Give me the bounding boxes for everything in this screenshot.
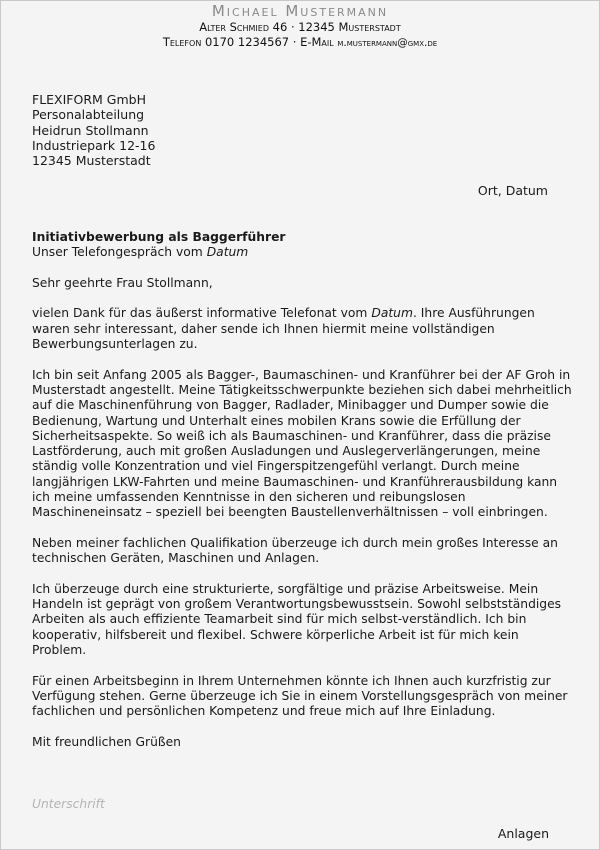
subject-title: Initiativbewerbung als Baggerführer [32, 230, 286, 244]
subject-reference-date: Datum [206, 245, 249, 260]
paragraph-interest: Neben meiner fachlichen Qualifikation überzeuge ich durch mein großes Interesse an technischen Geräten, Maschinen und Anlagen. [32, 535, 558, 566]
closing: Mit freundlichen Grüßen [32, 734, 181, 749]
paragraph-intro-date: Datum [371, 306, 413, 321]
signature-placeholder: Unterschrift [32, 797, 105, 811]
recipient-street: Industriepark 12-16 [32, 137, 156, 153]
place-date: Ort, Datum [477, 183, 548, 198]
contact-separator: · [292, 35, 297, 49]
sender-header [1, 3, 599, 51]
paragraph-intro [32, 306, 572, 352]
paragraph-intro-text-2: . Ihre Ausführungen waren sehr interessant, daher sende ich Ihnen hiermit meine vollständigen Bewerbungsunterlagen zu. [32, 306, 535, 352]
sender-name: Michael Mustermann [211, 2, 389, 20]
recipient-address [32, 92, 155, 168]
salutation: Sehr geehrte Frau Stollmann, [32, 275, 213, 290]
paragraph-availability: Für einen Arbeitsbeginn in Ihrem Unternehmen könnte ich Ihnen auch kurzfristig zur Verfügung stehen. Gerne überzeuge ich Sie in einem Vorstellungsgespräch von meiner fachlichen und persönlichen Kompetenz und freue mich auf Ihre Einladung. [32, 673, 568, 719]
attachments-label: Anlagen [497, 826, 549, 841]
recipient-city: 12345 Musterstadt [32, 153, 151, 169]
sender-contact [1, 35, 599, 51]
subject-reference: Unser Telefongespräch vom [32, 245, 203, 260]
email-label: E-Mail [300, 35, 334, 49]
email-address[interactable]: m.mustermann@gmx.de [337, 37, 438, 49]
subject [32, 230, 572, 261]
paragraph-intro-text: vielen Dank für das äußerst informative Telefonat vom [32, 306, 368, 321]
phone-label: Telefon [162, 35, 202, 49]
paragraph-workstyle: Ich überzeuge durch eine strukturierte, sorgfältige und präzise Arbeitsweise. Mein Handeln ist geprägt von großem Verantwortungsbewusstsein. Sowohl selbstständiges Arbeiten als auch effiziente Teamarbeit sind für mich selbst-verständlich. Ich bin kooperativ, hilfsbereit und flexibel. Schwere körperliche Arbeit ist für mich kein Problem. [32, 581, 562, 658]
recipient-contact: Heidrun Stollmann [32, 122, 149, 138]
letter-body [32, 230, 572, 765]
recipient-department: Personalabteilung [32, 107, 145, 123]
paragraph-experience: Ich bin seit Anfang 2005 als Bagger-, Baumaschinen- und Kranführer bei der AF Groh in Musterstadt angestellt. Meine Tätigkeitsschwerpunkte beziehen sich dabei mehrheitlich auf die Maschinenführung von Bagger, Radlader, Minibagger und Dumper sowie die Bedienung, Wartung und Unterhalt eines mobilen Krans sowie die Erfüllung der Sicherheitsaspekte. So weiß ich als Baumaschinen- und Kranführer, dass die präzise Lastförderung, auch mit großen Ausladungen und Auslegerverlängerungen, meine ständig volle Konzentration und viel Fingerspitzengefühl verlangt. Durch meine langjährigen LKW-Fahrten und meine Baumaschinen- und Kranführerausbildung kann ich meine umfassenden Kenntnisse in den sicheren und reibungslosen Maschineneinsatz – speziell bei beengten Baustellenverhältnissen – voll einbringen. [32, 367, 572, 520]
recipient-company: FLEXIFORM GmbH [32, 92, 146, 107]
sender-address: Alter Schmied 46 · 12345 Musterstadt [199, 20, 401, 34]
phone-number: 0170 1234567 [204, 35, 290, 49]
